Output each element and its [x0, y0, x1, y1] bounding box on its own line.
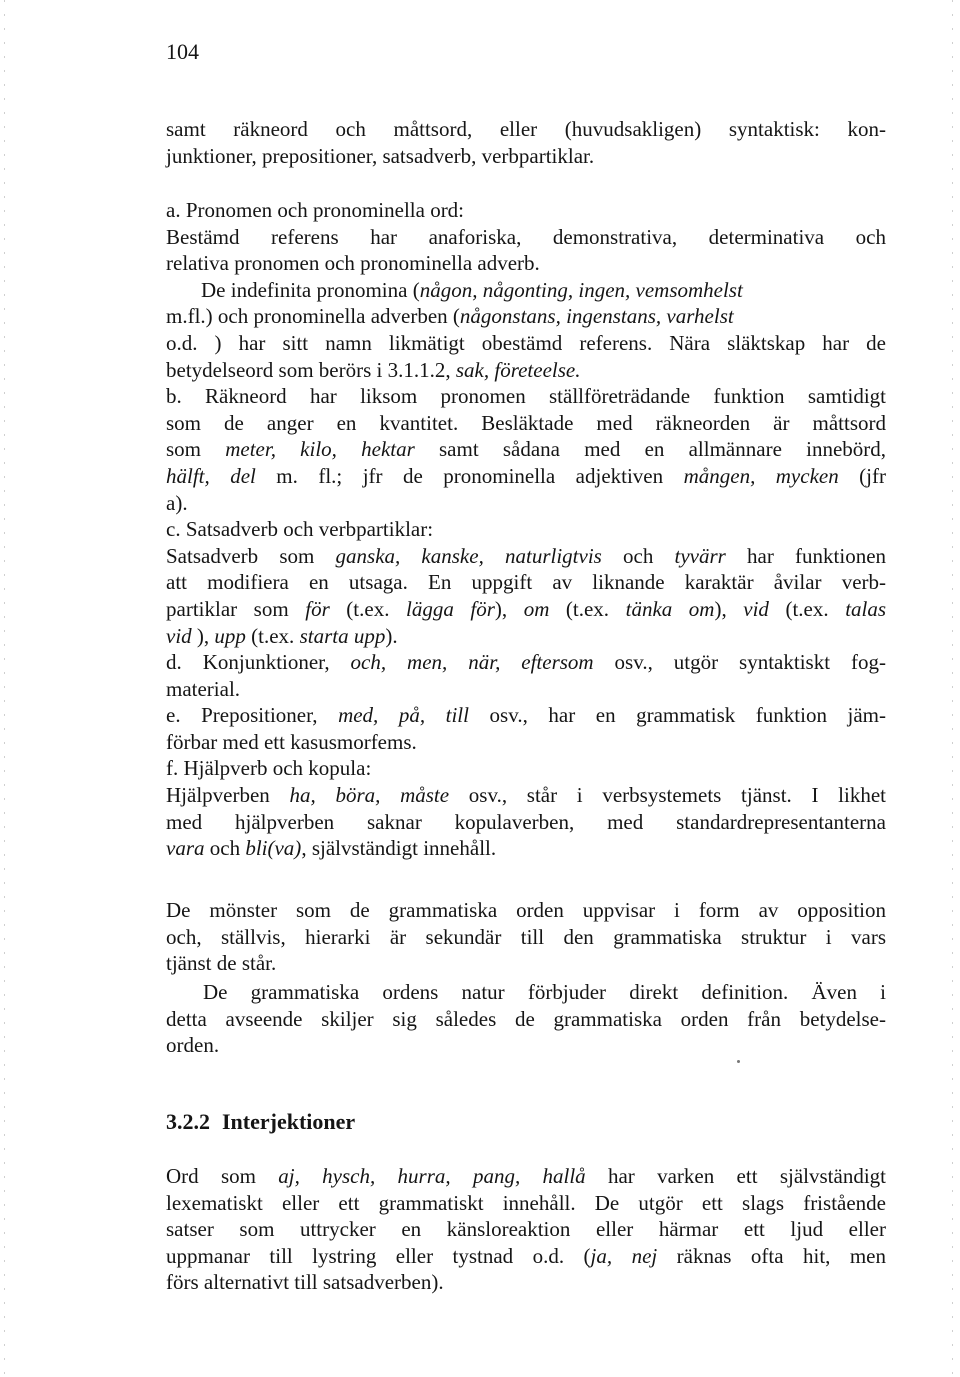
- italic-run: upp: [214, 623, 246, 648]
- text-run: har varken ett självständigt: [585, 1164, 886, 1188]
- text-line: [166, 649, 886, 676]
- text-run: ).: [385, 623, 398, 648]
- italic-run: bli(va): [245, 836, 302, 861]
- page-number: 104: [166, 39, 199, 64]
- scan-edge-right: [952, 0, 953, 1377]
- word-class-list: [166, 197, 886, 862]
- text-run: m. fl.; jfr de pronominella adjektiven: [255, 463, 684, 488]
- text-line: och, ställvis, hierarki är sekundär till den grammatiska struktur i vars: [166, 924, 886, 949]
- italic-run: någon, någonting, ingen, vemsomhelst: [419, 277, 743, 302]
- italic-run: aj, hysch, hurra, pang, hallå: [278, 1164, 586, 1188]
- text-line: som de anger en kvantitet. Besläktade med räkneorden är måttsord: [166, 410, 886, 435]
- text-line: [166, 702, 886, 729]
- text-run: , självständigt innehåll.: [301, 836, 497, 861]
- text-line: [166, 596, 886, 623]
- text-line: [166, 1163, 886, 1190]
- text-line: [166, 623, 886, 650]
- text-run: uppmanar till lystring eller tystnad o.d. (: [166, 1243, 591, 1268]
- text-line: med hjälpverben saknar kopulaverben, med standardrepresentanterna: [166, 809, 886, 834]
- text-line: förs alternativt till satsadverben).: [166, 1270, 444, 1295]
- text-line: De grammatiska ordens natur förbjuder direkt definition. Även i: [203, 980, 886, 1004]
- list-item-a: [166, 197, 886, 383]
- italic-run: ganska, kanske, naturligtvis: [335, 543, 602, 568]
- text-run: De indefinita pronomina (: [201, 277, 420, 302]
- text-run: som: [166, 437, 226, 462]
- italic-run: om: [523, 596, 550, 621]
- text-run: osv., står i verbsystemets tjänst. I likhet: [449, 783, 886, 808]
- list-item-title: a. Pronomen och pronominella ord:: [166, 198, 465, 222]
- text-line: [166, 357, 886, 384]
- list-item-title: f. Hjälpverb och kopula:: [166, 756, 372, 781]
- text-run: m.fl.) och pronominella adverben (: [166, 304, 460, 329]
- intro-paragraph: [166, 116, 886, 169]
- text-run: och: [601, 543, 675, 568]
- italic-run: någonstans, ingenstans, varhelst: [459, 304, 734, 329]
- text-run: Satsadverb som: [166, 543, 336, 568]
- text-line: lexematiskt eller ett grammatiskt innehåll. De utgör ett slags fristående: [166, 1190, 886, 1215]
- pattern-paragraph: [166, 897, 886, 977]
- text-line: [166, 463, 886, 490]
- text-line: [166, 436, 886, 463]
- text-line: [166, 543, 886, 570]
- text-line: [166, 1243, 886, 1270]
- text-run: (t.ex.: [329, 596, 406, 621]
- italic-run: sak, företeelse.: [455, 357, 581, 382]
- italic-run: vid: [743, 596, 769, 621]
- text-run: (t.ex.: [245, 623, 300, 648]
- list-item-title: c. Satsadverb och verbpartiklar:: [166, 517, 434, 542]
- italic-run: ja, nej: [590, 1243, 658, 1268]
- text-line: förbar med ett kasusmorfems.: [166, 729, 417, 754]
- text-run: betydelseord som berörs i 3.1.1.2,: [166, 357, 456, 382]
- text-run: d. Konjunktioner,: [166, 650, 351, 675]
- text-line: att modifiera en utsaga. En uppgift av liknande karaktär åvilar verb-: [166, 570, 886, 595]
- text-line: tjänst de står.: [166, 951, 277, 976]
- list-item-e: [166, 702, 886, 755]
- text-line: satser som uttrycker en känsloreaktion eller härmar ett ljud eller: [166, 1217, 886, 1242]
- text-line: o.d. ) har sitt namn likmätigt obestämd referens. Nära släktskap har de: [166, 330, 886, 355]
- text-run: samt sådana med en allmännare innebörd,: [414, 437, 887, 462]
- section-heading: [166, 1107, 355, 1137]
- italic-run: talas: [845, 596, 887, 621]
- italic-run: mången, mycken: [683, 463, 839, 488]
- text-run: osv., utgör syntaktiskt fog-: [593, 650, 886, 675]
- section-title: Interjektioner: [222, 1109, 356, 1134]
- italic-run: och, men, när, eftersom: [350, 650, 594, 675]
- italic-run: meter, kilo, hektar: [225, 437, 415, 462]
- scan-edge-left: [4, 0, 5, 1377]
- text-run: Ord som: [166, 1164, 279, 1188]
- text-line: b. Räkneord har liksom pronomen ställföreträdande funktion samtidigt: [166, 384, 886, 409]
- text-line: [166, 277, 886, 304]
- text-line: samt räkneord och måttsord, eller (huvudsakligen) syntaktisk: kon-: [166, 117, 886, 141]
- italic-run: tyvärr: [674, 543, 726, 568]
- text-run: ),: [191, 623, 215, 648]
- text-run: Hjälpverben: [166, 783, 290, 808]
- italic-run: vara: [166, 836, 205, 861]
- text-run: ),: [494, 596, 524, 621]
- text-run: e. Prepositioner,: [166, 703, 339, 728]
- definition-paragraph: [166, 979, 886, 1059]
- interjection-paragraph: [166, 1163, 886, 1296]
- text-line: a).: [166, 490, 188, 515]
- text-run: (t.ex.: [768, 596, 846, 621]
- text-line: [166, 835, 886, 862]
- text-line: detta avseende skiljer sig således de grammatiska orden från betydelse-: [166, 1006, 886, 1031]
- text-run: (jfr: [838, 463, 886, 488]
- italic-run: lägga för: [406, 596, 495, 621]
- text-line: junktioner, prepositioner, satsadverb, verbpartiklar.: [166, 143, 595, 168]
- text-line: [166, 303, 886, 330]
- text-run: ),: [714, 596, 744, 621]
- italic-run: vid: [166, 623, 192, 648]
- text-run: (t.ex.: [549, 596, 626, 621]
- list-item-d: [166, 649, 886, 702]
- italic-run: med, på, till: [338, 703, 469, 728]
- text-run: räknas ofta hit, men: [657, 1243, 887, 1268]
- text-run: partiklar som: [166, 596, 306, 621]
- text-line: Bestämd referens har anaforiska, demonstrativa, determinativa och: [166, 224, 886, 249]
- text-run: har funktionen: [725, 543, 887, 568]
- text-line: [166, 782, 886, 809]
- italic-run: för: [305, 596, 330, 621]
- list-item-f: [166, 755, 886, 861]
- italic-run: tänka om: [625, 596, 715, 621]
- text-run: och: [204, 836, 246, 861]
- text-line: relativa pronomen och pronominella adverb.: [166, 251, 540, 276]
- list-item-b: [166, 383, 886, 516]
- italic-run: starta upp: [299, 623, 386, 648]
- stray-dot: [737, 1060, 740, 1063]
- text-run: osv., har en grammatisk funktion jäm-: [468, 703, 886, 728]
- text-line: De mönster som de grammatiska orden uppvisar i form av opposition: [166, 898, 886, 922]
- italic-run: hälft, del: [166, 463, 256, 488]
- text-line: material.: [166, 676, 241, 701]
- section-number: 3.2.2: [166, 1109, 210, 1134]
- italic-run: ha, böra, måste: [289, 783, 450, 808]
- text-line: orden.: [166, 1033, 220, 1058]
- list-item-c: [166, 516, 886, 649]
